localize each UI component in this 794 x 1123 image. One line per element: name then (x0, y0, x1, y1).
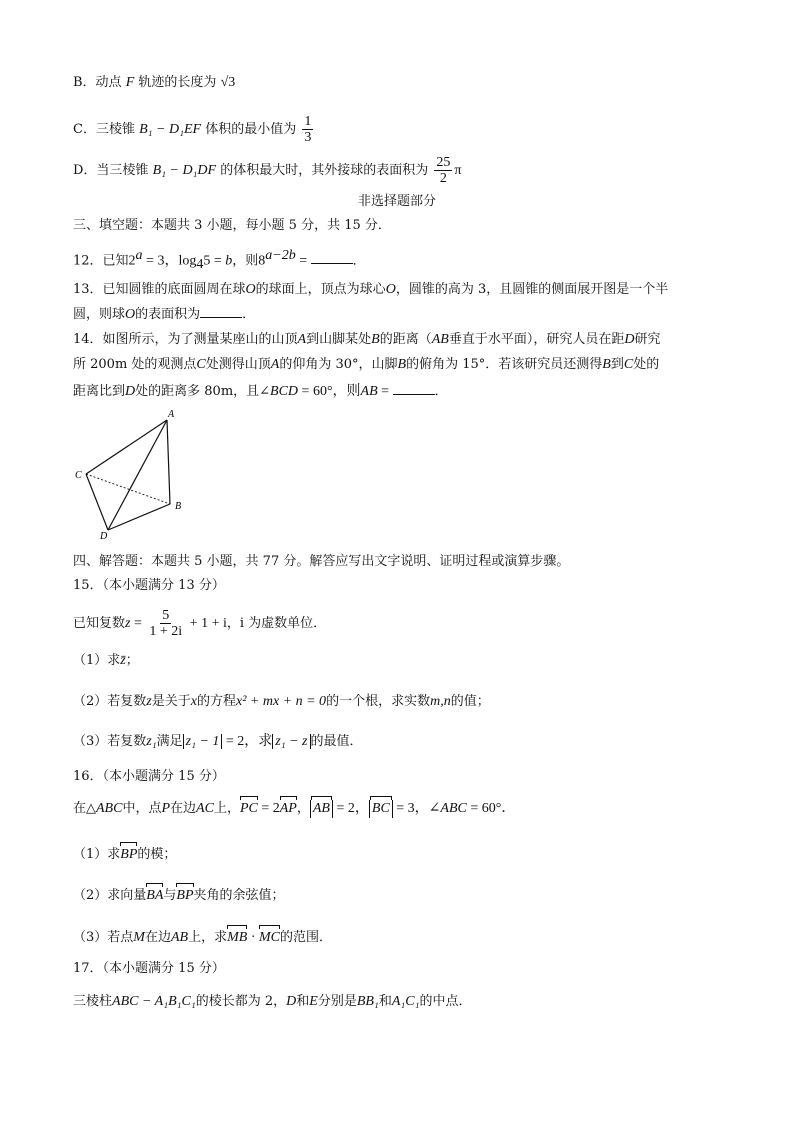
edge-ad (108, 420, 167, 530)
label-b: B (175, 501, 182, 512)
fraction-5-over-1plus2i: $\frac{5}{1 + 2i}$ (149, 608, 183, 639)
edge-ab (167, 420, 170, 504)
question-17-stem: 三棱柱ABC − A₁B₁C₁的棱长都为 2，D和E分别是BB₁和A₁C₁的中点． (73, 994, 472, 1009)
label-c: C (75, 470, 82, 481)
question-17-title: 17．（本小题满分 15 分） (73, 961, 225, 976)
edge-ac (86, 420, 167, 474)
var-f: F (125, 75, 135, 90)
label-d: D (100, 531, 108, 540)
question-15-title: 15．（本小题满分 13 分） (73, 578, 225, 593)
question-16-part-2: （2）求向量BA与BP夹角的余弦值； (73, 888, 285, 903)
question-16-title: 16．（本小题满分 15 分） (73, 769, 225, 784)
answer-blank-13 (200, 305, 242, 318)
option-c: C．三棱锥 B₁ − D₁EF 体积的最小值为 $\frac{1}{3}$ (73, 114, 312, 145)
question-14-line-3: 距离比到D处的距离多 80m，且∠BCD = 60°，则AB = ． (73, 384, 448, 399)
question-14-line-1: 14．如图所示，为了测量某座山的山顶A到山脚某处B的距离（AB垂直于水平面），研究人员在距D研究 (73, 332, 661, 347)
question-16-part-3: （3）若点M在边AB上，求MB · MC的范围． (73, 930, 332, 945)
question-14-line-2: 所 200m 处的观测点C处测得山顶A的仰角为 30°，山脚B的俯角为 15°．若该研究员还测得B到C处的 (73, 357, 660, 372)
question-15-part-3: （3）若复数z₁满足 z₁ − 1 = 2，求 z₁ − z 的最值． (73, 734, 363, 749)
sqrt-3: √3 (220, 75, 236, 90)
label-a: A (168, 409, 175, 420)
answer-blank-12 (311, 251, 353, 264)
section-nonchoice-heading: 非选择题部分 (357, 194, 436, 209)
edge-cd (86, 474, 108, 530)
question-12: 12．已知$2^a = 3$，$\log_45 = b$，则$8^{a-2b}$ = ． (73, 248, 366, 272)
option-b: B．动点 F 轨迹的长度为 √3 (73, 75, 236, 90)
question-15-part-2: （2）若复数z是关于x的方程x² + mx + n = 0的一个根，求实数m,n的值； (73, 694, 490, 709)
answer-blank-14 (393, 382, 435, 395)
section4-heading: 四、解答题：本题共 5 小题，共 77 分。解答应写出文字说明、证明过程或演算步骤。 (73, 554, 570, 569)
question-16-part-1: （1）求BP的模； (73, 847, 177, 862)
edge-db (108, 504, 170, 530)
question-16-stem: 在△ABC中，点P在边AC上，PC = 2AP， AB = 2， BC = 3，∠ABC = 60°． (73, 801, 516, 816)
section3-heading: 三、填空题：本题共 3 小题，每小题 5 分，共 15 分． (73, 218, 391, 233)
option-d: D．当三棱锥 B₁ − D₁DF 的体积最大时，其外接球的表面积为 $\frac{25}{2}$ π (73, 155, 462, 186)
mountain-geometry-figure (70, 408, 190, 540)
question-13-line-2: 圆，则球O的表面积为 ． (73, 307, 256, 322)
fraction-25-over-2: $\frac{25}{2}$ (436, 155, 451, 186)
question-15-stem: 已知复数z = $\frac{5}{1 + 2i}$ + 1 + i，i 为虚数单位． (73, 608, 327, 639)
question-13-line-1: 13．已知圆锥的底面圆周在球O的球面上，顶点为球心O，圆锥的高为 3，且圆锥的侧面展开图是一个半 (73, 282, 669, 297)
question-15-part-1: （1）求z̄； (73, 653, 139, 668)
fraction-one-third: $\frac{1}{3}$ (304, 114, 312, 145)
edge-cb-dashed (86, 474, 170, 504)
